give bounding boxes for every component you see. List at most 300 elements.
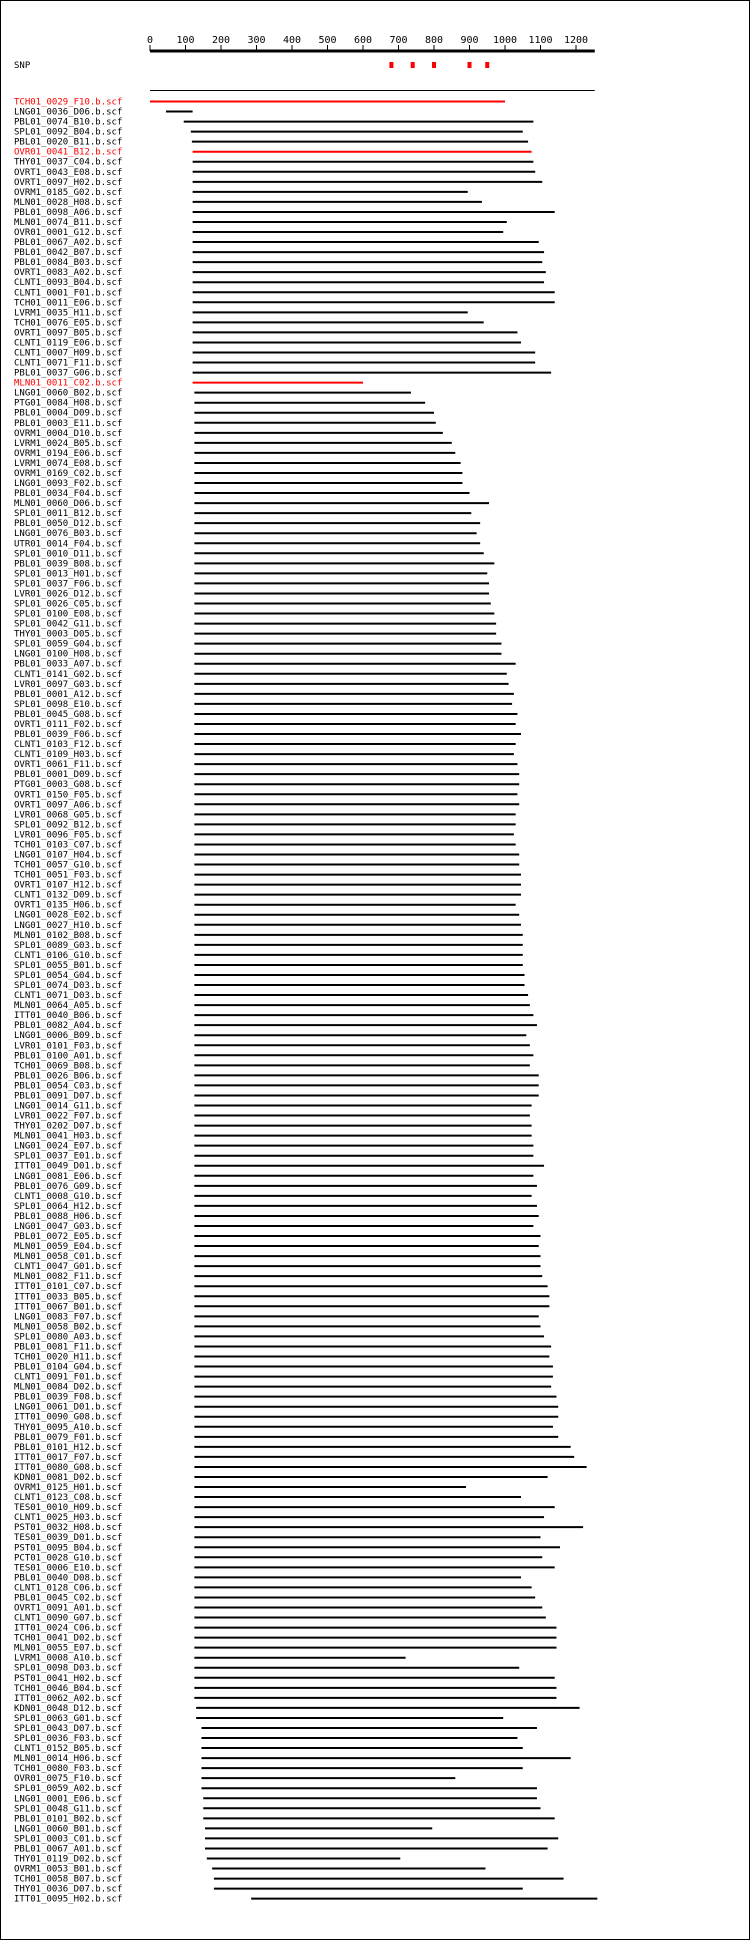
read-label: SPL01_0037_F06.b.scf (14, 579, 123, 590)
read-row (14, 1172, 533, 1182)
read-label: SPL01_0003_C01.b.scf (14, 1834, 123, 1845)
read-row (14, 549, 484, 559)
read-row (14, 1242, 539, 1252)
read-row (14, 1784, 537, 1794)
read-label: LNG01_0028_E02.b.scf (14, 910, 123, 921)
position-axis (147, 35, 595, 51)
read-row (14, 1112, 530, 1122)
read-row (14, 148, 532, 158)
read-label: SPL01_0048_G11.b.scf (14, 1804, 123, 1815)
read-row (14, 1814, 555, 1824)
read-label: PBL01_0045_C02.b.scf (14, 1593, 123, 1604)
read-label: PTG01_0003_G08.b.scf (14, 780, 123, 791)
read-row (14, 971, 525, 981)
read-label: LNG01_0081_E06.b.scf (14, 1171, 123, 1182)
read-row (14, 1413, 558, 1423)
read-label: TCH01_0046_B04.b.scf (14, 1683, 123, 1694)
read-label: MLN01_0041_H03.b.scf (14, 1131, 123, 1142)
read-row (14, 750, 514, 760)
read-label: THY01_0037_C04.b.scf (14, 157, 123, 168)
read-label: ITT01_0095_H02.b.scf (14, 1894, 123, 1905)
read-label: PST01_0041_H02.b.scf (14, 1673, 123, 1684)
axis-tick-label: 800 (424, 35, 444, 46)
read-row (14, 961, 523, 971)
read-row (14, 288, 555, 298)
read-row (14, 539, 480, 549)
read-label: PBL01_0033_A07.b.scf (14, 659, 123, 670)
read-label: ITT01_0080_G08.b.scf (14, 1462, 123, 1473)
read-row (14, 1302, 549, 1312)
read-row (14, 569, 487, 579)
read-row (14, 248, 544, 258)
read-label: LNG01_0036_D06.b.scf (14, 107, 123, 118)
read-row (14, 499, 489, 509)
read-row (14, 389, 411, 399)
read-label: TCH01_0029_F10.b.scf (14, 97, 123, 108)
read-label: MLN01_0055_E07.b.scf (14, 1643, 123, 1654)
read-label: LNG01_0076_B03.b.scf (14, 529, 123, 540)
read-label: CLNT1_0119_E06.b.scf (14, 338, 123, 349)
read-label: THY01_0095_A10.b.scf (14, 1422, 123, 1433)
read-row (14, 891, 521, 901)
read-row (14, 1142, 533, 1152)
read-alignment-diagram (1, 1, 749, 1939)
axis-tick-label: 200 (211, 35, 231, 46)
read-label: THY01_0119_D02.b.scf (14, 1854, 123, 1865)
read-row (14, 298, 555, 308)
read-label: SPL01_0080_A03.b.scf (14, 1332, 123, 1343)
read-label: LVRM1_0035_H11.b.scf (14, 308, 123, 319)
read-label: SPL01_0011_B12.b.scf (14, 509, 123, 520)
read-label: LVRM1_0074_E08.b.scf (14, 458, 123, 469)
read-row (14, 579, 489, 589)
read-row (14, 238, 539, 248)
axis-tick-label: 1200 (563, 35, 589, 46)
read-row (14, 1583, 532, 1593)
read-label: MLN01_0028_H08.b.scf (14, 197, 123, 208)
read-row (14, 1593, 535, 1603)
read-label: PBL01_0079_F01.b.scf (14, 1432, 123, 1443)
read-label: PBL01_0001_D09.b.scf (14, 770, 123, 781)
read-label: LVR01_0101_F03.b.scf (14, 1041, 123, 1052)
read-row (14, 98, 505, 108)
read-row (14, 489, 470, 499)
read-label: SPL01_0036_F03.b.scf (14, 1734, 123, 1745)
read-label: CLNT1_0103_F12.b.scf (14, 740, 123, 751)
axis-tick-label: 700 (389, 35, 408, 46)
read-label: LNG01_0107_H04.b.scf (14, 850, 123, 861)
axis-tick-label: 300 (247, 35, 266, 46)
read-label: SPL01_0059_A02.b.scf (14, 1784, 123, 1795)
read-row (14, 1644, 556, 1654)
read-row (14, 1875, 564, 1885)
read-row (14, 1071, 539, 1081)
read-row (14, 1865, 485, 1875)
read-row (14, 1031, 526, 1041)
read-row (14, 1292, 549, 1302)
read-row (14, 810, 516, 820)
read-label: PBL01_0040_D08.b.scf (14, 1573, 123, 1584)
read-label: TCH01_0080_F03.b.scf (14, 1764, 123, 1775)
read-row (14, 1885, 523, 1895)
read-row (14, 820, 516, 830)
read-row (14, 670, 507, 680)
read-row (14, 1754, 571, 1764)
read-label: MLN01_0102_B08.b.scf (14, 930, 123, 941)
read-row (14, 610, 494, 620)
read-row (14, 359, 535, 369)
read-row (14, 1232, 541, 1242)
read-row (14, 188, 468, 198)
read-row (14, 921, 521, 931)
read-label: LNG01_0001_E06.b.scf (14, 1794, 123, 1805)
read-label: OVRT1_0083_A02.b.scf (14, 268, 123, 279)
read-label: PCT01_0028_G10.b.scf (14, 1553, 123, 1564)
read-row (14, 479, 462, 489)
read-label: SPL01_0026_C05.b.scf (14, 599, 123, 610)
read-row (14, 730, 521, 740)
read-label: PBL01_0004_D09.b.scf (14, 408, 123, 419)
read-label: SPL01_0042_G11.b.scf (14, 619, 123, 630)
read-row (14, 208, 555, 218)
read-row (14, 429, 443, 439)
read-row (14, 1061, 530, 1071)
read-row (14, 650, 501, 660)
read-label: MLN01_0011_C02.b.scf (14, 378, 123, 389)
read-row (14, 1152, 533, 1162)
axis-tick-label: 1000 (492, 35, 518, 46)
read-label: ITT01_0101_C07.b.scf (14, 1282, 123, 1293)
read-row (14, 1212, 539, 1222)
read-row (14, 1001, 530, 1011)
snp-row-label: SNP (14, 61, 31, 71)
read-label: ITT01_0033_B05.b.scf (14, 1292, 123, 1303)
read-label: MLN01_0084_D02.b.scf (14, 1382, 123, 1393)
read-row (14, 1624, 556, 1634)
snp-marker (411, 62, 415, 68)
read-label: OVRM1_0125_H01.b.scf (14, 1483, 123, 1494)
read-label: TCH01_0076_E05.b.scf (14, 318, 123, 329)
read-label: CLNT1_0008_G10.b.scf (14, 1191, 123, 1202)
read-label: SPL01_0100_E08.b.scf (14, 609, 123, 620)
read-row (14, 951, 523, 961)
read-label: CLNT1_0091_F01.b.scf (14, 1372, 123, 1383)
read-label: OVRT1_0043_E08.b.scf (14, 167, 123, 178)
read-row (14, 1393, 556, 1403)
read-label: OVRT1_0150_F05.b.scf (14, 790, 123, 801)
snp-markers (389, 62, 489, 68)
read-label: PBL01_0100_A01.b.scf (14, 1051, 123, 1062)
read-label: LNG01_0060_B01.b.scf (14, 1824, 123, 1835)
read-row (14, 1674, 555, 1684)
read-row (14, 409, 434, 419)
axis-tick-label: 100 (176, 35, 195, 46)
read-row (14, 318, 484, 328)
read-row (14, 449, 455, 459)
read-row (14, 740, 516, 750)
read-label: OVR01_0041_B12.b.scf (14, 147, 123, 158)
read-row (14, 901, 516, 911)
read-label: PBL01_0045_G08.b.scf (14, 709, 123, 720)
read-row (14, 1403, 558, 1413)
read-label: LNG01_0061_D01.b.scf (14, 1402, 123, 1413)
read-label: CLNT1_0001_F01.b.scf (14, 288, 123, 299)
read-row (14, 1764, 523, 1774)
read-label: TCH01_0057_G10.b.scf (14, 860, 123, 871)
read-row (14, 1132, 532, 1142)
read-label: PBL01_0050_D12.b.scf (14, 519, 123, 530)
read-label: PBL01_0088_H06.b.scf (14, 1211, 123, 1222)
read-row (14, 1222, 533, 1232)
read-label: CLNT1_0025_H03.b.scf (14, 1513, 123, 1524)
read-row (14, 1483, 466, 1493)
read-row (14, 871, 521, 881)
read-row (14, 1694, 556, 1704)
read-row (14, 1051, 533, 1061)
read-row (14, 1423, 553, 1433)
read-label: LNG01_0060_B02.b.scf (14, 388, 123, 399)
read-row (14, 308, 468, 318)
read-row (14, 1202, 537, 1212)
read-label: OVRT1_0091_A01.b.scf (14, 1603, 123, 1614)
read-label: ITT01_0049_D01.b.scf (14, 1161, 123, 1172)
read-label: LVR01_0068_G05.b.scf (14, 810, 123, 821)
read-label: TCH01_0011_E06.b.scf (14, 298, 123, 309)
read-label: MLN01_0059_E04.b.scf (14, 1242, 123, 1253)
read-label: OVRM1_0053_B01.b.scf (14, 1864, 123, 1875)
read-row (14, 128, 523, 138)
read-row (14, 1021, 537, 1031)
read-row (14, 1794, 537, 1804)
read-label: ITT01_0090_G08.b.scf (14, 1412, 123, 1423)
read-label: OVRT1_0107_H12.b.scf (14, 880, 123, 891)
read-row (14, 770, 519, 780)
read-row (14, 1573, 521, 1583)
read-label: CLNT1_0109_H03.b.scf (14, 750, 123, 761)
read-label: OVR01_0075_F10.b.scf (14, 1774, 123, 1785)
read-row (14, 1614, 546, 1624)
read-label: PBL01_0091_D07.b.scf (14, 1091, 123, 1102)
read-label: UTR01_0014_F04.b.scf (14, 539, 123, 550)
read-row (14, 1523, 583, 1533)
read-label: OVRM1_0169_C02.b.scf (14, 468, 123, 479)
read-label: PBL01_0039_F06.b.scf (14, 730, 123, 741)
read-label: SPL01_0010_D11.b.scf (14, 549, 123, 560)
read-row (14, 941, 523, 951)
read-row (14, 1091, 539, 1101)
read-row (14, 1282, 548, 1292)
read-label: TCH01_0041_D02.b.scf (14, 1633, 123, 1644)
axis-tick-label: 500 (318, 35, 337, 46)
axis-tick-label: 1100 (528, 35, 553, 46)
read-row (14, 1503, 555, 1513)
read-row (14, 1122, 532, 1132)
read-label: PBL01_0067_A01.b.scf (14, 1844, 123, 1855)
read-label: CLNT1_0141_G02.b.scf (14, 669, 123, 680)
read-row (14, 158, 533, 168)
read-row (14, 1383, 551, 1393)
read-label: ITT01_0017_F07.b.scf (14, 1452, 123, 1463)
read-label: PBL01_0084_B03.b.scf (14, 258, 123, 269)
read-row (14, 1102, 532, 1112)
read-label: MLN01_0058_C01.b.scf (14, 1252, 123, 1263)
read-row (14, 1041, 530, 1051)
read-row (14, 1353, 549, 1363)
read-row (14, 519, 480, 529)
read-row (14, 760, 517, 770)
read-row (14, 1312, 539, 1322)
read-row (14, 138, 528, 148)
read-row (14, 1855, 400, 1865)
read-row (14, 168, 535, 178)
read-label: SPL01_0064_H12.b.scf (14, 1201, 123, 1212)
read-row (14, 600, 491, 610)
read-label: LVR01_0022_F07.b.scf (14, 1111, 123, 1122)
read-label: PBL01_0082_A04.b.scf (14, 1021, 123, 1032)
read-label: TCH01_0051_F03.b.scf (14, 870, 123, 881)
read-row (14, 1734, 517, 1744)
read-label: CLNT1_0106_G10.b.scf (14, 950, 123, 961)
read-label: PBL01_0072_E05.b.scf (14, 1232, 123, 1243)
read-row (14, 1513, 544, 1523)
read-label: MLN01_0060_D06.b.scf (14, 499, 123, 510)
read-row (14, 790, 517, 800)
read-label: LNG01_0024_E07.b.scf (14, 1141, 123, 1152)
read-label: PBL01_0037_G06.b.scf (14, 368, 123, 379)
read-row (14, 278, 544, 288)
read-label: OVR01_0001_G12.b.scf (14, 228, 123, 239)
read-label: LNG01_0093_F02.b.scf (14, 479, 123, 490)
read-label: CLNT1_0007_H09.b.scf (14, 348, 123, 359)
read-label: CLNT1_0123_C08.b.scf (14, 1493, 123, 1504)
read-row (14, 1553, 542, 1563)
read-row (14, 419, 436, 429)
read-row (14, 630, 496, 640)
read-label: PBL01_0039_B08.b.scf (14, 559, 123, 570)
read-label: PBL01_0034_F04.b.scf (14, 489, 123, 500)
read-row (14, 1744, 523, 1754)
read-row (14, 1543, 560, 1553)
read-row (14, 439, 452, 449)
read-label: ITT01_0024_C06.b.scf (14, 1623, 123, 1634)
read-row (14, 1342, 551, 1352)
read-label: CLNT1_0132_D09.b.scf (14, 890, 123, 901)
read-label: CLNT1_0071_D03.b.scf (14, 991, 123, 1002)
read-row (14, 1563, 555, 1573)
read-label: PBL01_0003_E11.b.scf (14, 418, 123, 429)
read-label: CLNT1_0071_F11.b.scf (14, 358, 123, 369)
read-row (14, 680, 509, 690)
read-row (14, 1684, 556, 1694)
read-row (14, 228, 503, 238)
read-row (14, 1844, 548, 1854)
read-label: OVRT1_0061_F11.b.scf (14, 760, 123, 771)
read-row (14, 780, 519, 790)
read-label: OVRM1_0004_D10.b.scf (14, 428, 123, 439)
read-label: MLN01_0058_B02.b.scf (14, 1322, 123, 1333)
read-row (14, 851, 519, 861)
read-row (14, 459, 461, 469)
read-row (14, 349, 535, 359)
read-label: SPL01_0098_D03.b.scf (14, 1663, 123, 1674)
read-label: LNG01_0014_G11.b.scf (14, 1101, 123, 1112)
read-label: PST01_0032_H08.b.scf (14, 1523, 123, 1534)
read-label: ITT01_0062_A02.b.scf (14, 1693, 123, 1704)
read-label: ITT01_0040_B06.b.scf (14, 1011, 123, 1022)
read-label: PBL01_0001_A12.b.scf (14, 689, 123, 700)
read-row (14, 881, 521, 891)
read-label: TCH01_0058_B07.b.scf (14, 1874, 123, 1885)
read-row (14, 1192, 532, 1202)
read-row (14, 1162, 544, 1172)
read-label: THY01_0003_D05.b.scf (14, 629, 123, 640)
read-row (14, 660, 516, 670)
read-row (14, 1604, 542, 1614)
read-row (14, 1011, 533, 1021)
read-row (14, 911, 519, 921)
read-label: LVRM1_0008_A10.b.scf (14, 1653, 123, 1664)
read-label: PST01_0095_B04.b.scf (14, 1543, 123, 1554)
read-label: CLNT1_0047_G01.b.scf (14, 1262, 123, 1273)
read-label: TES01_0010_H09.b.scf (14, 1503, 123, 1514)
read-row (14, 1533, 541, 1543)
read-row (14, 1473, 548, 1483)
read-label: PBL01_0081_F11.b.scf (14, 1342, 123, 1353)
read-label: OVRT1_0097_B05.b.scf (14, 328, 123, 339)
read-label: PBL01_0076_G09.b.scf (14, 1181, 123, 1192)
read-row (14, 1453, 574, 1463)
read-row (14, 710, 517, 720)
read-label: PBL01_0098_A06.b.scf (14, 207, 123, 218)
read-label: TCH01_0020_H11.b.scf (14, 1352, 123, 1363)
read-row (14, 1272, 542, 1282)
read-row (14, 1443, 571, 1453)
read-row (14, 268, 546, 278)
read-row (14, 1493, 521, 1503)
read-row (14, 469, 462, 479)
read-row (14, 1363, 553, 1373)
read-row (14, 1081, 539, 1091)
read-label: LVRM1_0024_B05.b.scf (14, 438, 123, 449)
read-label: SPL01_0098_E10.b.scf (14, 699, 123, 710)
read-label: OVRM1_0194_E06.b.scf (14, 448, 123, 459)
read-row (14, 1332, 544, 1342)
read-label: SPL01_0092_B04.b.scf (14, 127, 123, 138)
read-label: OVRT1_0111_F02.b.scf (14, 719, 123, 730)
read-label: THY01_0036_D07.b.scf (14, 1884, 123, 1895)
read-row (14, 1724, 537, 1734)
read-label: SPL01_0063_G01.b.scf (14, 1713, 123, 1724)
read-label: MLN01_0064_A05.b.scf (14, 1001, 123, 1012)
read-label: TES01_0039_D01.b.scf (14, 1533, 123, 1544)
snp-marker (468, 62, 472, 68)
read-row (14, 338, 521, 348)
read-row (14, 720, 516, 730)
read-label: PBL01_0020_B11.b.scf (14, 137, 123, 148)
snp-marker (389, 62, 393, 68)
read-row (14, 118, 533, 128)
read-label: TCH01_0103_C07.b.scf (14, 840, 123, 851)
read-label: CLNT1_0152_B05.b.scf (14, 1744, 123, 1755)
read-row (14, 620, 496, 630)
read-row (14, 840, 516, 850)
read-row (14, 800, 519, 810)
read-row (14, 258, 542, 268)
read-row (14, 1182, 537, 1192)
read-row (14, 1322, 541, 1332)
read-row (14, 700, 512, 710)
read-label: SPL01_0013_H01.b.scf (14, 569, 123, 580)
